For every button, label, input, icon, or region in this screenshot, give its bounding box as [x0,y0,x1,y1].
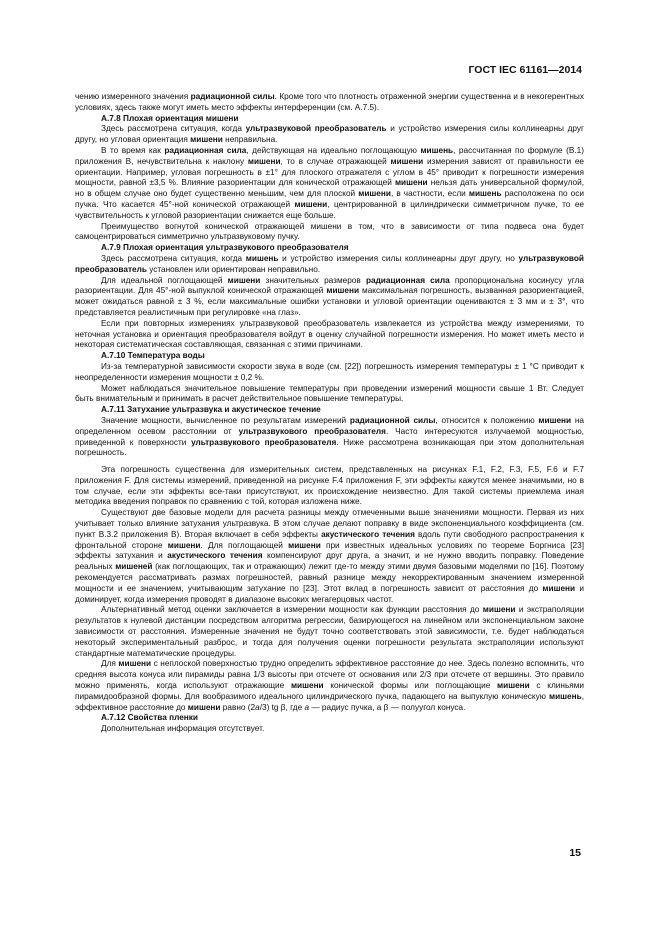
section-heading: A.7.12 Свойства пленки [101,713,198,723]
document-header: ГОСТ IEC 61161—2014 [468,64,582,76]
document-body [75,92,584,735]
paragraph: Если при повторных измерениях ультразвуковой преобразователь извлекается из устройства между измерениями, то неточная установка и ориентация преобразователя войдут в оценку случайной погрешности измерения. Но может иметь место и некоторая систематическая составляющая, связанная с этими причинами. [75,318,584,350]
paragraph: Здесь рассмотрена ситуация, когда мишень и устройство измерения силы коллинеарны друг другу, но ультразвуковой преобразователь установлен или ориентирован неправильно. [75,253,584,274]
paragraph: Альтернативный метод оценки заключается в измерении мощности как функции расстояния до мишени и экстраполяции результатов к нулевой дистанции посредством алгоритма регрессии, базирующегося на линейном или экспоненциальном законе зависимости от расстояния. Измеренные значения не будут точно соответствовать этой зависимости, т.е. будет наблюдаться некоторый экспериментальный разброс, и тогда для получения оценки погрешности результата экстраполяции используют стандартные математические процедуры. [75,605,584,658]
paragraph: Здесь рассмотрена ситуация, когда ультразвуковой преобразователь и устройство измерения силы коллинеарны друг другу, но угловая ориентация мишени неправильна. [75,124,585,145]
paragraph: Может наблюдаться значительное повышение температуры при проведении измерений мощности свыше 1 Вт. Следует быть внимательным и принимать в расчет действительное повышение температуры. [75,383,584,404]
page-number: 15 [569,847,581,859]
paragraph: В то время как радиационная сила, действующая на идеально поглощающую мишень, рассчитанная по формуле (B.1) приложения B, нечувствительна к наклону мишени, то в случае отражающей мишени измерения зависят от правильности ее ориентации. Например, угловая погрешность в ±1° для плоского отражателя с углом в 45° приводит к погрешности измерения мощности, равной ±3,5 %. Влияние разориентации для конической отражающей мишени нельзя дать универсальной формулой, но в общем случае оно будет существенно меньшим, чем для плоской мишени, в частности, если мишень расположена по оси пучка. Что касается 45°-ной конической отражающей мишени, центрированной в цилиндрически симметричном пучке, то ее чувствительность к угловой разориентации снижается еще больше. [75,145,585,220]
section-heading: A.7.11 Затухание ультразвука и акустическое течение [101,405,321,415]
section-heading: A.7.9 Плохая ориентация ультразвукового преобразователя [101,243,349,253]
section-heading: A.7.10 Температура воды [101,351,205,361]
paragraph: Значение мощности, вычисленное по результатам измерений радиационной силы, относится к положению мишени на определенном осевом расстоянии от ультразвукового преобразователя. Часто интересуются излучаемой мощностью, приведенной к поверхности ультразвукового преобразователя. Ниже рассмотрена возникающая при этом дополнительная погрешность. [75,415,584,458]
paragraph: Из-за температурной зависимости скорости звука в воде (см. [22]) погрешность измерения температуры ± 1 °C приводит к неопределенности измерения мощности ± 0,2 %. [75,361,584,382]
paragraph: Дополнительная информация отсутствует. [101,724,265,734]
paragraph: Существуют две базовые модели для расчета разницы между отмеченными выше значениями мощности. Первая из них учитывает только влияние затухания ультразвука. В этом случае делают поправку в виде экспоненциального коэффициента (см. пункт B.3.2 приложения B). Вторая включает в себя эффекты акустического течения вдоль пути свободного распространения к фронтальной стороне мишени. Для поглощающей мишени при известных идеальных условиях по теореме Боргниса [23] эффекты затухания и акустического течения компенсируют друг друга, а значит, и не нужно вводить поправку. Поведение реальных мишеней (как поглощающих, так и отражающих) лежит где-то между этими двумя базовыми моделями по [16]. Поэтому рекомендуется рассматривать размах погрешностей, равный разнице между некорректированным значением измеренной мощности и ее значением, учитывающим затухание по [23]. Этот вклад в погрешность зависит от расстояния до мишени и доминирует, когда измерения проводят в диапазоне высоких мегагерцовых частот. [75,508,585,604]
paragraph: чению измеренного значения радиационной силы. Кроме того что плотность отраженной энергии существенна и в некогерентных условиях, здесь также могут иметь место эффекты интерференции (см. А.7.5). [75,92,584,112]
paragraph: Для мишени с неплоской поверхностью трудно определить эффективное расстояние до нее. Здесь полезно вспомнить, что средняя высота конуса или пирамиды равна 1/3 высоты при отсчете от основания или 2/3 при отсчете от вершины. Это правило можно применять, когда используют отражающие мишени конической формы или поглощающие мишени с клиньями пирамидообразной формы. Для вообразимого идеального цилиндрического пучка, падающего на выпуклую коническую мишень, эффективное расстояние до мишени равно (2a/3) tg β, где a — радиус пучка, а β — полуугол конуса. [75,659,584,712]
paragraph: Для идеальной поглощающей мишени значительных размеров радиационная сила пропорциональна косинусу угла разориентации. Для 45°-ной выпуклой конической отражающей мишени максимальная погрешность, вызванная разориентацией, может ожидаться равной ± 3 %, если максимальные ошибки установки и угловой ориентации оцениваются ± 3 мм и ± 3°, что представляется реалистичным при регулировке «на глаз». [75,275,584,317]
paragraph: Преимущество вогнутой конической отражающей мишени в том, что в зависимости от типа подвеса она будет самоцентрироваться симметрично ультразвуковому пучку. [75,221,584,242]
section-heading: A.7.8 Плохая ориентация мишени [101,113,239,123]
paragraph: Эта погрешность существенна для измерительных систем, представленных на рисунках F.1, F.2, F.3, F.5, F.6 и F.7 приложения F. Для системы измерений, приведенной на рисунке F.4 приложения F, эти эффекты кажутся менее значимыми, но в том случае, если эти эффекты все-таки присутствуют, их происхождение неизвестно. Для такой системы приемлема иная методика введения поправок по сравнению с той, которая изложена ниже. [75,465,584,507]
